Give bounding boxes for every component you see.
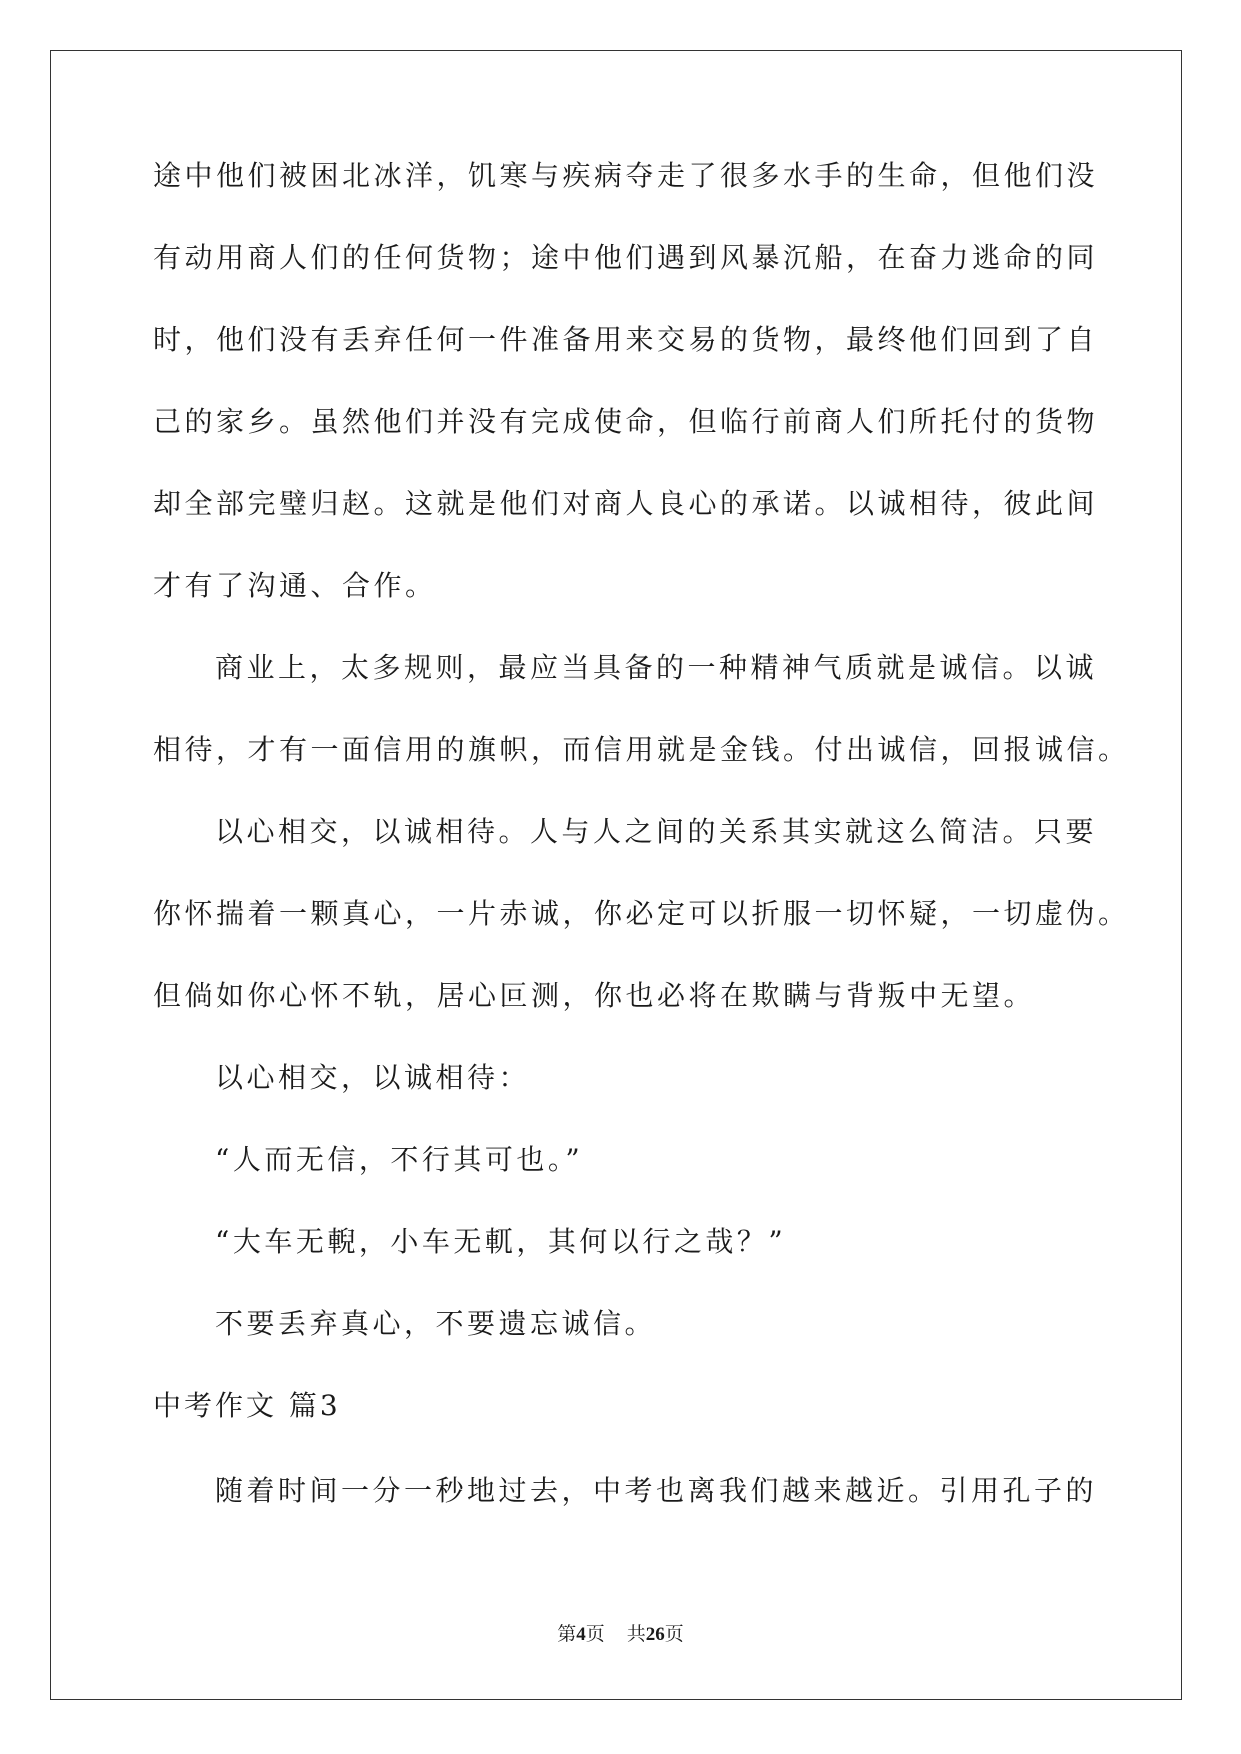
page-footer (0, 1619, 1241, 1646)
text-line: 不要丢弃真心，不要遗忘诚信。 (215, 1307, 657, 1340)
footer-total-suffix: 页 (664, 1623, 684, 1645)
section-heading: 中考作文 篇3 (153, 1389, 341, 1422)
text-line: 时，他们没有丢弃任何一件准备用来交易的货物，最终他们回到了自 (153, 323, 1099, 356)
text-line: 有动用商人们的任何货物；途中他们遇到风暴沉船，在奋力逃命的同 (153, 241, 1099, 274)
footer-page-number: 4 (576, 1624, 586, 1645)
text-line: 途中他们被困北冰洋，饥寒与疾病夺走了很多水手的生命，但他们没 (153, 159, 1099, 192)
text-line: “大车无輗，小车无軏，其何以行之哉？” (215, 1225, 787, 1258)
footer-page-prefix: 第 (557, 1623, 577, 1645)
text-line: “人而无信，不行其可也。” (215, 1143, 584, 1176)
text-line: 己的家乡。虽然他们并没有完成使命，但临行前商人们所托付的货物 (153, 405, 1099, 438)
text-line: 却全部完璧归赵。这就是他们对商人良心的承诺。以诚相待，彼此间 (153, 487, 1099, 520)
footer-total-prefix: 共 (626, 1623, 646, 1645)
document-body (153, 159, 1130, 1557)
text-line: 以心相交，以诚相待。人与人之间的关系其实就这么简洁。只要 (215, 815, 1098, 848)
footer-page-suffix: 页 (585, 1623, 605, 1645)
text-line: 才有了沟通、合作。 (153, 569, 437, 602)
text-line: 以心相交，以诚相待： (215, 1061, 531, 1094)
text-line: 随着时间一分一秒地过去，中考也离我们越来越近。引用孔子的 (215, 1474, 1098, 1507)
text-line: 相待，才有一面信用的旗帜，而信用就是金钱。付出诚信，回报诚信。 (153, 733, 1130, 766)
text-line: 你怀揣着一颗真心，一片赤诚，你必定可以折服一切怀疑，一切虚伪。 (153, 897, 1130, 930)
footer-total-pages: 26 (645, 1624, 665, 1645)
text-line: 但倘如你心怀不轨，居心叵测，你也必将在欺瞒与背叛中无望。 (153, 979, 1036, 1012)
text-line: 商业上，太多规则，最应当具备的一种精神气质就是诚信。以诚 (215, 651, 1098, 684)
